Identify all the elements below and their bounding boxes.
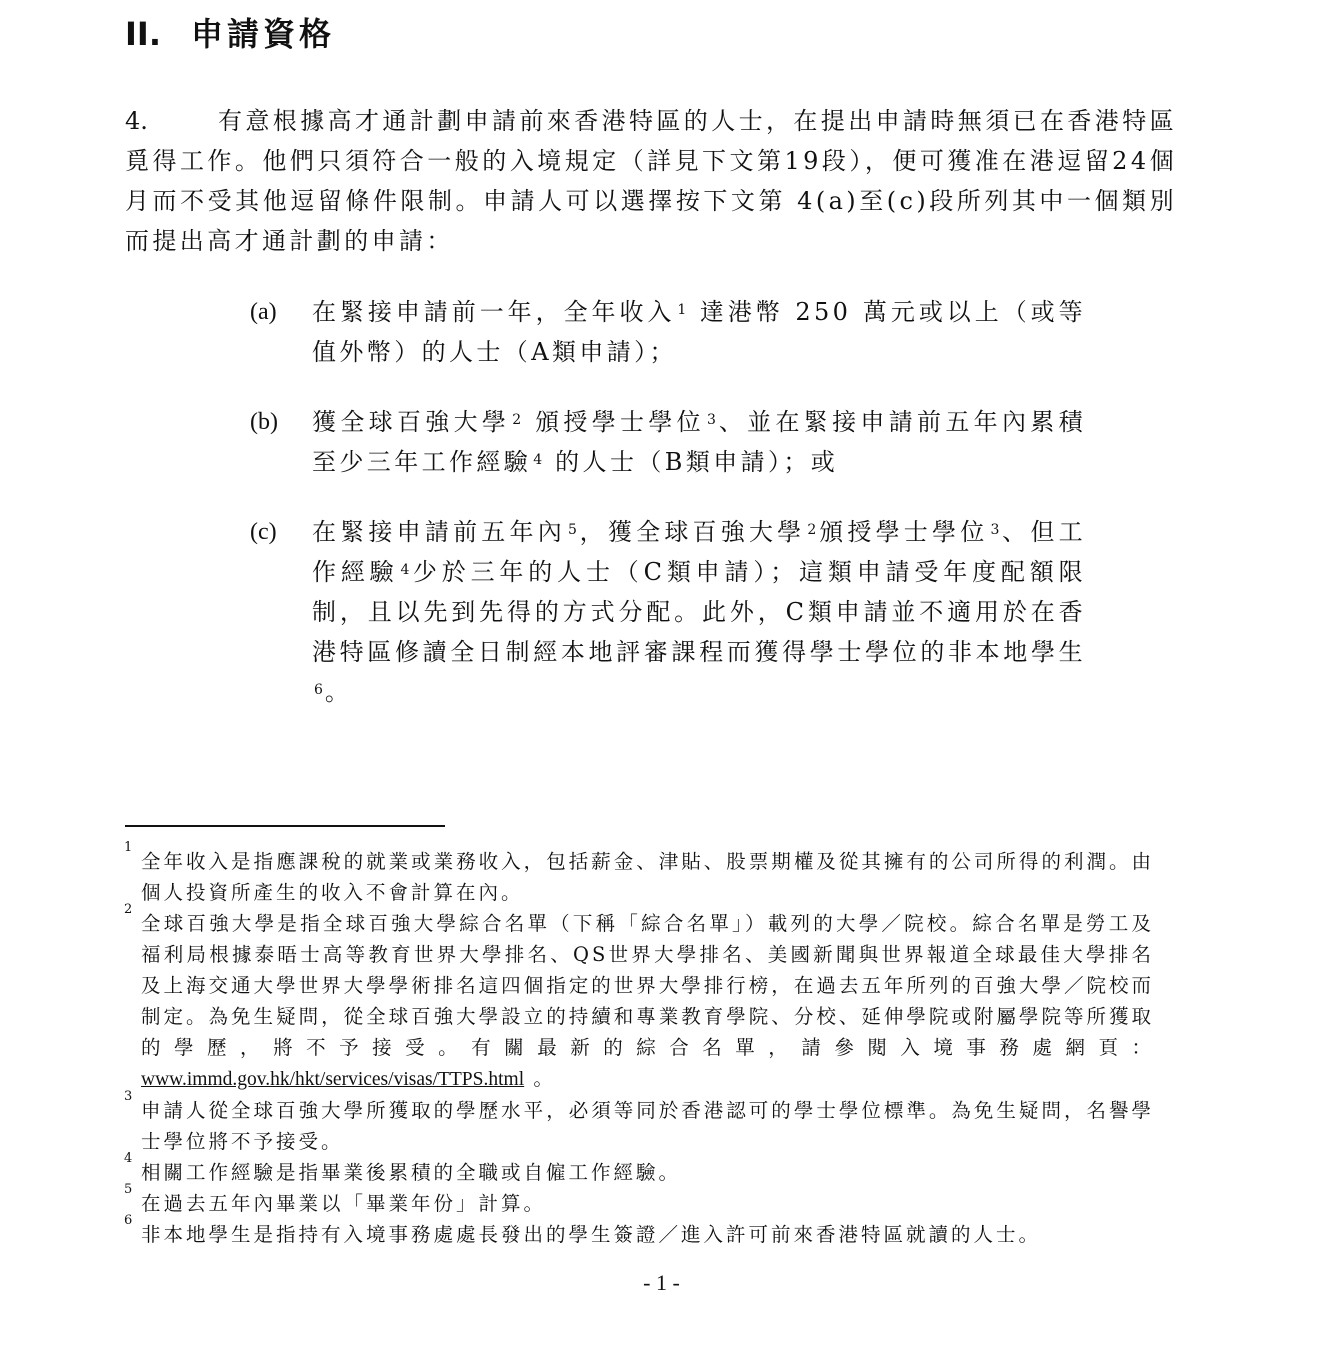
footnote-text: 全年收入是指應課稅的就業或業務收入，包括薪金、津貼、股票期權及從其擁有的公司所得的利潤。由個人投資所產生的收入不會計算在內。: [141, 850, 1154, 904]
footnote-2: [124, 902, 1154, 1095]
footnote-mark: 3: [124, 1089, 133, 1104]
footnote-text: 非本地學生是指持有入境事務處處長發出的學生簽證／進入許可前來香港特區就讀的人士。: [141, 1223, 1042, 1246]
footnote-ref: 3: [990, 522, 1000, 538]
section-title: 申請資格: [191, 15, 336, 53]
footnote-ref: 5: [567, 522, 577, 538]
text-run: 少於三年的人士（C類申請）；這類申請受年度配額限制，且以先到先得的方式分配。此外，C類申請並不適用於在香港特區修讀全日制經本地評審課程而獲得學士學位的非本地學生: [312, 558, 1086, 666]
text-run: ，獲全球百強大學: [578, 518, 806, 546]
text-run: 達港幣 250 萬元或以上（或等值外幣）的人士（A類申請）；: [312, 298, 1086, 366]
criterion-label: (c): [250, 519, 277, 545]
footnote-ref: 2: [807, 522, 817, 538]
criterion-text: [312, 512, 1086, 712]
criterion-b: [250, 402, 1086, 482]
footnote-text: 申請人從全球百強大學所獲取的學歷水平，必須等同於香港認可的學士學位標準。為免生疑問，名譽學士學位將不予接受。: [141, 1099, 1154, 1153]
footnote-ref: 4: [533, 452, 543, 468]
footnote-4: [124, 1151, 1154, 1188]
footnote-text-tail: 。: [524, 1067, 556, 1090]
text-run: 在緊接申請前五年內: [312, 518, 566, 546]
paragraph-4: [125, 101, 1177, 261]
criterion-label: (a): [250, 299, 277, 325]
footnote-1: [124, 840, 1154, 908]
immd-website-link[interactable]: www.immd.gov.hk/hkt/services/visas/TTPS.html: [141, 1069, 525, 1090]
criterion-text: [312, 292, 1086, 372]
footnote-ref: 1: [677, 302, 687, 318]
footnote-mark: 4: [124, 1151, 133, 1166]
text-run: 、並在緊接申請前五年內累積至少三年工作經驗: [312, 408, 1086, 476]
criterion-c: [250, 512, 1086, 712]
footnote-divider: [125, 825, 445, 827]
footnote-6: [124, 1213, 1154, 1250]
paragraph-text: 有意根據高才通計劃申請前來香港特區的人士，在提出申請時無須已在香港特區覓得工作。他們只須符合一般的入境規定（詳見下文第19段），便可獲准在港逗留24個月而不受其他逗留條件限制。申請人可以選擇按下文第 4(a)至(c)段所列其中一個類別而提出高才通計劃的申請：: [125, 107, 1177, 255]
footnote-text: 在過去五年內畢業以「畢業年份」計算。: [141, 1192, 547, 1215]
text-run: 、但工作經驗: [312, 518, 1087, 586]
text-run: 獲全球百強大學: [312, 408, 511, 436]
criterion-text: [312, 402, 1086, 482]
footnote-5: [124, 1182, 1154, 1219]
footnote-mark: 5: [124, 1182, 133, 1197]
paragraph-number: 4.: [125, 107, 148, 135]
footnote-mark: 6: [124, 1213, 133, 1228]
footnote-text: 相關工作經驗是指畢業後累積的全職或自僱工作經驗。: [141, 1161, 682, 1184]
footnote-ref: 2: [512, 412, 522, 428]
footnote-ref: 6: [314, 682, 323, 698]
footnote-text: 全球百強大學是指全球百強大學綜合名單（下稱「綜合名單」）載列的大學／院校。綜合名單是勞工及福利局根據泰晤士高等教育世界大學排名、QS世界大學排名、美國新聞與世界報道全球最佳大學排名及上海交通大學世界大學學術排名這四個指定的世界大學排行榜，在過去五年所列的百強大學／院校而制定。為免生疑問，從全球百強大學設立的持續和專業教育學院、分校、延伸學院或附屬學院等所獲取的學歷，將不予接受。有關最新的綜合名單，請參閱入境事務處網頁：: [141, 912, 1154, 1059]
text-run: 。: [324, 678, 353, 706]
footnotes: [124, 840, 1154, 1250]
footnote-3: [124, 1089, 1154, 1157]
section-heading: [125, 8, 335, 60]
footnote-ref: 4: [400, 562, 410, 578]
section-number: II.: [125, 15, 161, 53]
footnote-mark: 2: [124, 902, 133, 917]
page-number: - 1 -: [643, 1270, 680, 1295]
footnote-mark: 1: [124, 840, 133, 855]
criterion-a: [250, 292, 1086, 372]
text-run: 頒授學士學位: [523, 408, 705, 436]
text-run: 的人士（B類申請）；或: [544, 448, 839, 476]
text-run: 在緊接申請前一年，全年收入: [312, 298, 676, 326]
criterion-label: (b): [250, 409, 278, 435]
text-run: 頒授學士學位: [818, 518, 989, 546]
footnote-ref: 3: [706, 412, 716, 428]
